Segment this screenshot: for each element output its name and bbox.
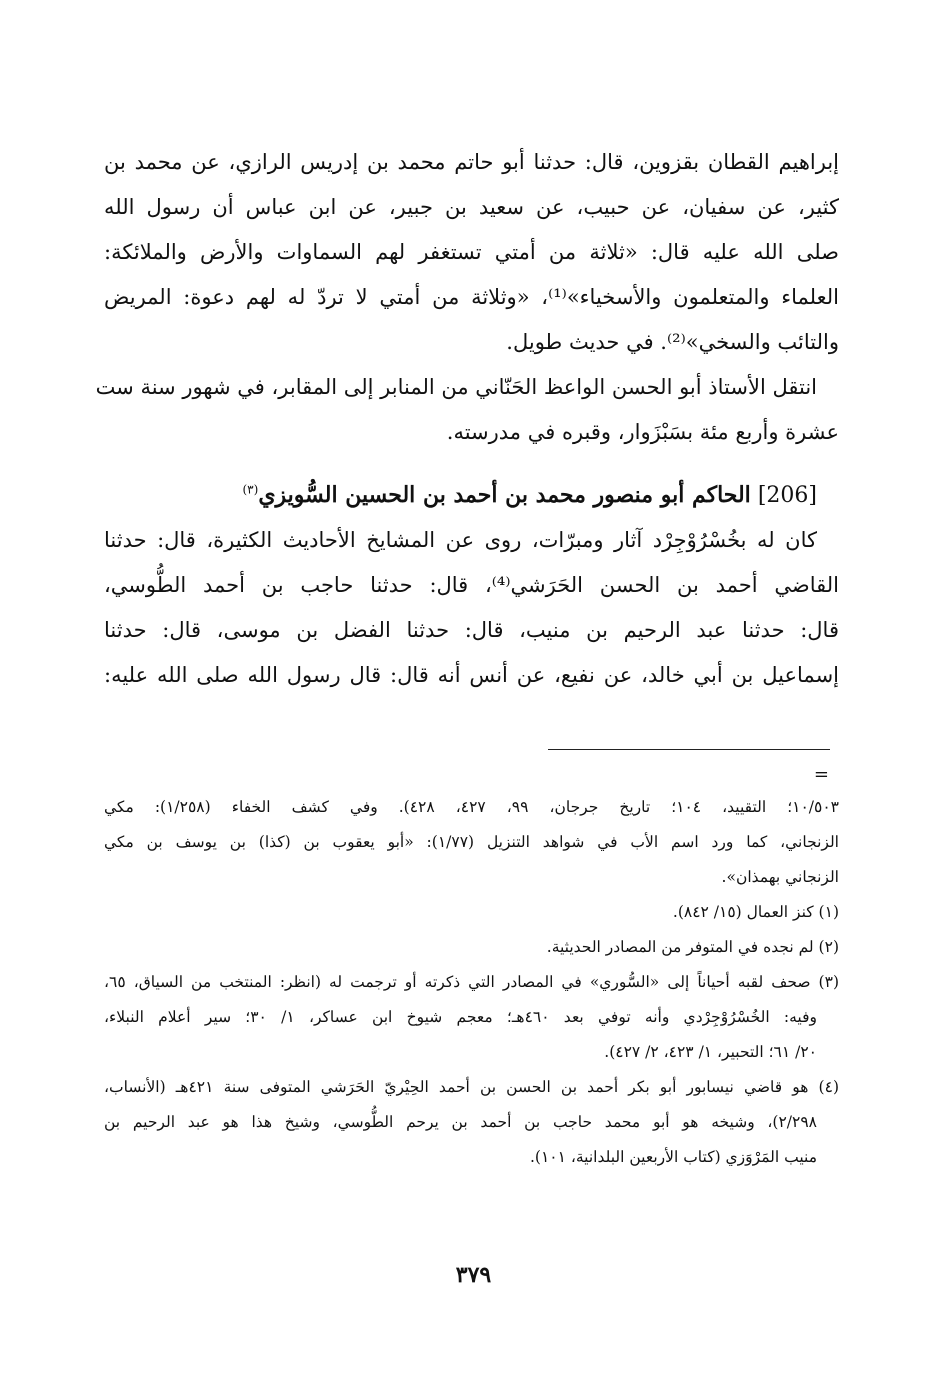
text-line: والتائب والسخي»⁽²⁾. في حديث طويل. (506, 330, 839, 354)
footnote-line: الزنجاني بهمذان». (721, 868, 839, 886)
footnote-line: (١) كنز العمال (١٥/ ٨٤٢). (672, 903, 839, 921)
text-line: قال: حدثنا عبد الرحيم بن منيب، قال: حدثنا الفضل بن موسى، قال: حدثنا (104, 618, 839, 642)
footnote-3 (104, 965, 839, 1070)
text-line: عشرة وأربع مئة بسَبْزَوار، وقبره في مدرسته. (446, 420, 839, 444)
footnote-separator (548, 749, 830, 750)
footnote-4 (104, 1070, 839, 1175)
footnote-line: الزنجاني، كما ورد اسم الأب في شواهد التنزيل (١/٧٧): «أبو يعقوب بن (كذا) بن يوسف بن مكي (104, 833, 839, 851)
footnote-line: ١٠/٥٠٣؛ التقييد، ١٠٤؛ تاريخ جرجان، ٩٩، ٤٢٧، ٤٢٨). وفي كشف الخفاء (١/٢٥٨): مكي (104, 798, 840, 816)
footnote-ref: (٣) (242, 482, 259, 497)
entry-title: الحاكم أبو منصور محمد بن أحمد بن الحسين السُّويزي (258, 482, 751, 508)
footnote-line: منيب المَرْوَزي (كتاب الأربعين البلدانية، ١٠١). (529, 1148, 817, 1166)
paragraph-hadith-chain (104, 140, 839, 365)
text-line: كان له بخُسْرُوْجِرْد آثار ومبرّات، روى عن المشايخ الأحاديث الكثيرة، قال: حدثنا (104, 528, 817, 552)
text-line: صلى الله عليه قال: «ثلاثة من أمتي تستغفر لهم السماوات والأرض والملائكة: (104, 240, 839, 264)
text-line: كثير، عن سفيان، عن حبيب، عن سعيد بن جبير، عن ابن عباس أن رسول الله (104, 195, 839, 219)
text-line: إسماعيل بن أبي خالد، عن نفيع، عن أنس أنه قال: قال رسول الله صلى الله عليه: (104, 663, 839, 687)
footnote-1 (104, 895, 839, 930)
text-line: القاضي أحمد بن الحسن الحَرَشي⁽⁴⁾، قال: حدثنا حاجب بن أحمد الطُّوسي، (104, 573, 839, 597)
footnote-continuation-mark: = (813, 764, 829, 785)
footnote-line: (٣) صحف لقبه أحياناً إلى «السُّوري» في المصادر التي ذكرته أو ترجمت له (انظر: المنتخب من السياق، ٦٥، (104, 973, 839, 991)
text-line: العلماء والمتعلمون والأسخياء»⁽¹⁾، «وثلاثة من أمتي لا تردّ له لهم دعوة: المريض (104, 285, 839, 309)
paragraph-entry-body (104, 518, 839, 698)
footnote-line: (٤) هو قاضي نيسابور أبو بكر أحمد بن الحسن بن أحمد الحِيْريّ الحَرَشي المتوفى سنة ٤٢١هـ (الأنساب، (104, 1078, 839, 1096)
text-line: انتقل الأستاذ أبو الحسن الواعظ الحَنّاني من المنابر إلى المقابر، في شهور سنة ست (95, 375, 817, 399)
footnote-line: ٢/٢٩٨)، وشيخه هو أبو محمد حاجب بن أحمد بن يرحم الطُّوسي، وشيخ هذا هو عبد الرحيم بن (104, 1113, 817, 1131)
footnote-line: (٢) لم نجده في المتوفر من المصادر الحديثية. (546, 938, 839, 956)
paragraph-death-note (95, 365, 839, 455)
footnote-line: ٢٠/ ٦١؛ التحبير، ١/ ٤٢٣، ٢/ ٤٢٧). (604, 1043, 817, 1061)
footnote-carryover (104, 790, 839, 895)
footnote-line: وفيه: الخُسْرُوْجِرْدي وأنه توفي بعد ٤٦٠هـ؛ معجم شيوخ ابن عساكر، ١/ ٣٠؛ سير أعلام النبلاء، (104, 1008, 817, 1026)
main-text (95, 140, 839, 698)
entry-heading (104, 473, 839, 518)
footnote-2 (104, 930, 839, 965)
page-number: ٣٧٩ (455, 1262, 492, 1288)
footnotes (104, 790, 839, 1175)
entry-number: [206] (757, 483, 817, 508)
text-line: إبراهيم القطان بقزوين، قال: حدثنا أبو حاتم محمد بن إدريس الرازي، عن محمد بن (104, 150, 839, 174)
